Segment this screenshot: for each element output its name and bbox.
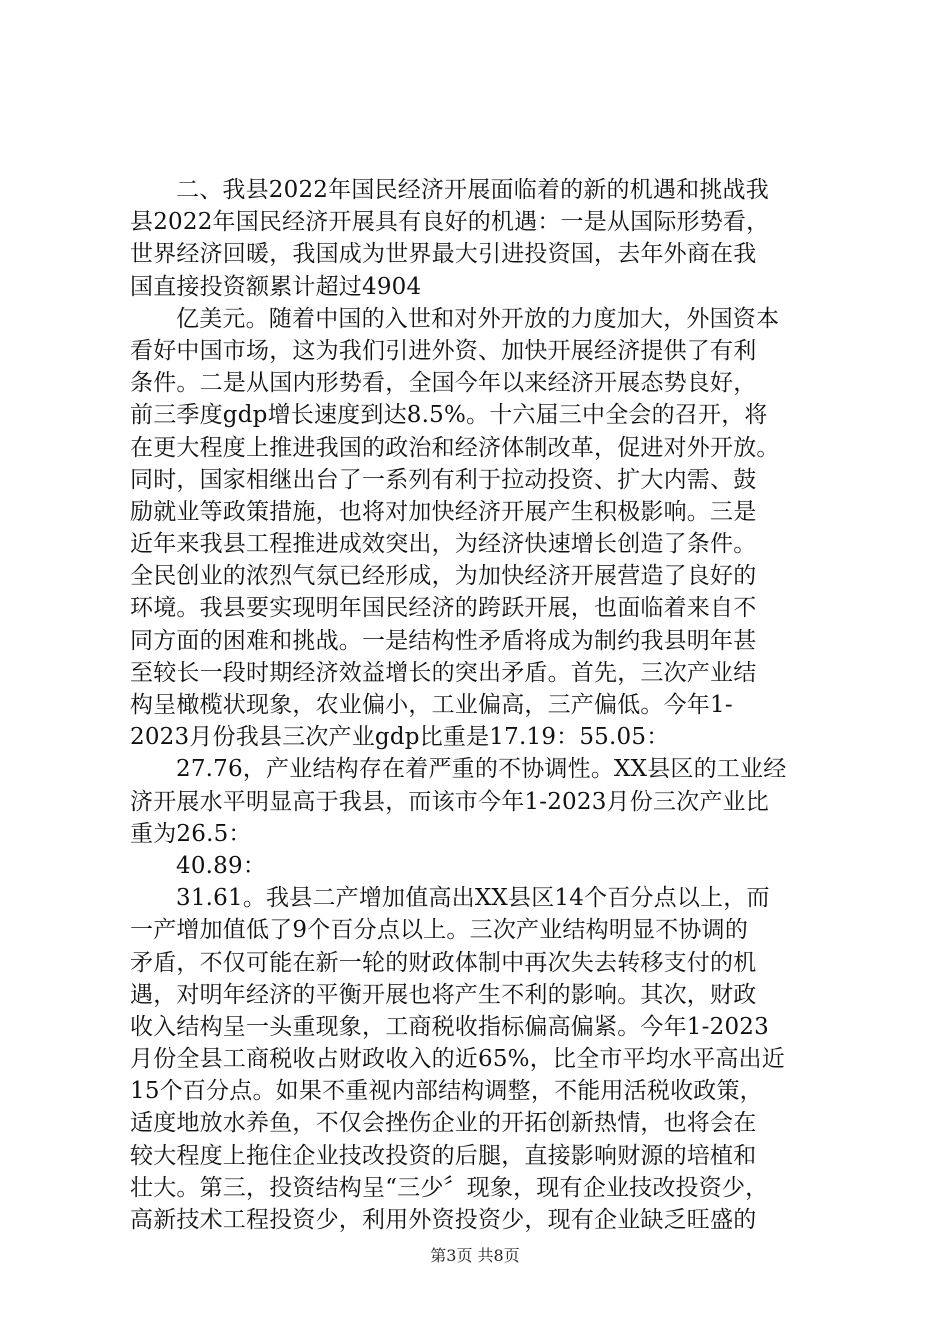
text-line: 2023月份我县三次产业gdp比重是17.19：55.05：: [130, 724, 670, 751]
text-line: 县2022年国民经济开展具有良好的机遇：一是从国际形势看，: [130, 209, 770, 236]
text-line: 31.61。我县二产增加值高出XX县区14个百分点以上，而: [176, 885, 770, 912]
text-line: 月份全县工商税收占财政收入的近65%，比全市平均水平高出近: [130, 1046, 785, 1073]
text-line: 近年来我县工程推进成效突出，为经济快速增长创造了条件。: [130, 531, 757, 558]
body-text: [130, 174, 842, 1236]
text-line: 国直接投资额累计超过4904: [130, 273, 422, 300]
text-line: 全民创业的浓烈气氛已经形成，为加快经济开展营造了良好的: [130, 563, 757, 590]
text-line: 重为26.5：: [130, 820, 252, 847]
text-line: 矛盾，不仅可能在新一轮的财政体制中再次失去转移支付的机: [130, 949, 757, 976]
text-line: 15个百分点。如果不重视内部结构调整，不能用活税收政策，: [130, 1078, 763, 1105]
text-line: 适度地放水养鱼，不仅会挫伤企业的开拓创新热情，也将会在: [130, 1110, 757, 1137]
text-line: 一产增加值低了9个百分点以上。三次产业结构明显不协调的: [130, 917, 749, 944]
text-line: 遇，对明年经济的平衡开展也将产生不利的影响。其次，财政: [130, 981, 757, 1008]
text-line: 同时，国家相继出台了一系列有利于拉动投资、扩大内需、鼓: [130, 466, 757, 493]
text-line: 世界经济回暖，我国成为世界最大引进投资国，去年外商在我: [130, 241, 757, 268]
text-line: 看好中国市场，这为我们引进外资、加快开展经济提供了有利: [130, 337, 757, 364]
text-line: 较大程度上拖住企业技改投资的后腿，直接影响财源的培植和: [130, 1142, 757, 1169]
text-line: 在更大程度上推进我国的政治和经济体制改革，促进对外开放。: [130, 434, 780, 461]
text-line: 励就业等政策措施，也将对加快经济开展产生积极影响。三是: [130, 498, 757, 525]
page-number-footer: 第3页 共8页: [430, 1246, 520, 1265]
text-line: 构呈橄榄状现象，农业偏小，工业偏高，三产偏低。今年1-: [130, 692, 733, 718]
text-line: 亿美元。随着中国的入世和对外开放的力度加大，外国资本: [176, 305, 780, 332]
text-line: 条件。二是从国内形势看，全国今年以来经济开展态势良好，: [130, 370, 757, 397]
text-line: 前三季度gdp增长速度到达8.5%。十六届三中全会的召开，将: [130, 402, 768, 429]
text-line: 济开展水平明显高于我县，而该市今年1-2023月份三次产业比: [130, 788, 769, 815]
text-line: 壮大。第三，投资结构呈“三少〞现象，现有企业技改投资少，: [130, 1174, 769, 1201]
text-line: 同方面的困难和挑战。一是结构性矛盾将成为制约我县明年甚: [130, 627, 757, 654]
text-line: 27.76，产业结构存在着严重的不协调性。XX县区的工业经: [176, 756, 787, 783]
text-line: 至较长一段时期经济效益增长的突出矛盾。首先，三次产业结: [130, 659, 757, 686]
text-line: 40.89：: [176, 852, 267, 879]
text-line: 二、我县2022年国民经济开展面临着的新的机遇和挑战我: [176, 177, 769, 203]
text-line: 收入结构呈一头重现象，工商税收指标偏高偏紧。今年1-2023: [130, 1013, 769, 1040]
text-line: 环境。我县要实现明年国民经济的跨跃开展，也面临着来自不: [130, 595, 757, 622]
text-line: 高新技术工程投资少，利用外资投资少，现有企业缺乏旺盛的: [130, 1207, 757, 1233]
